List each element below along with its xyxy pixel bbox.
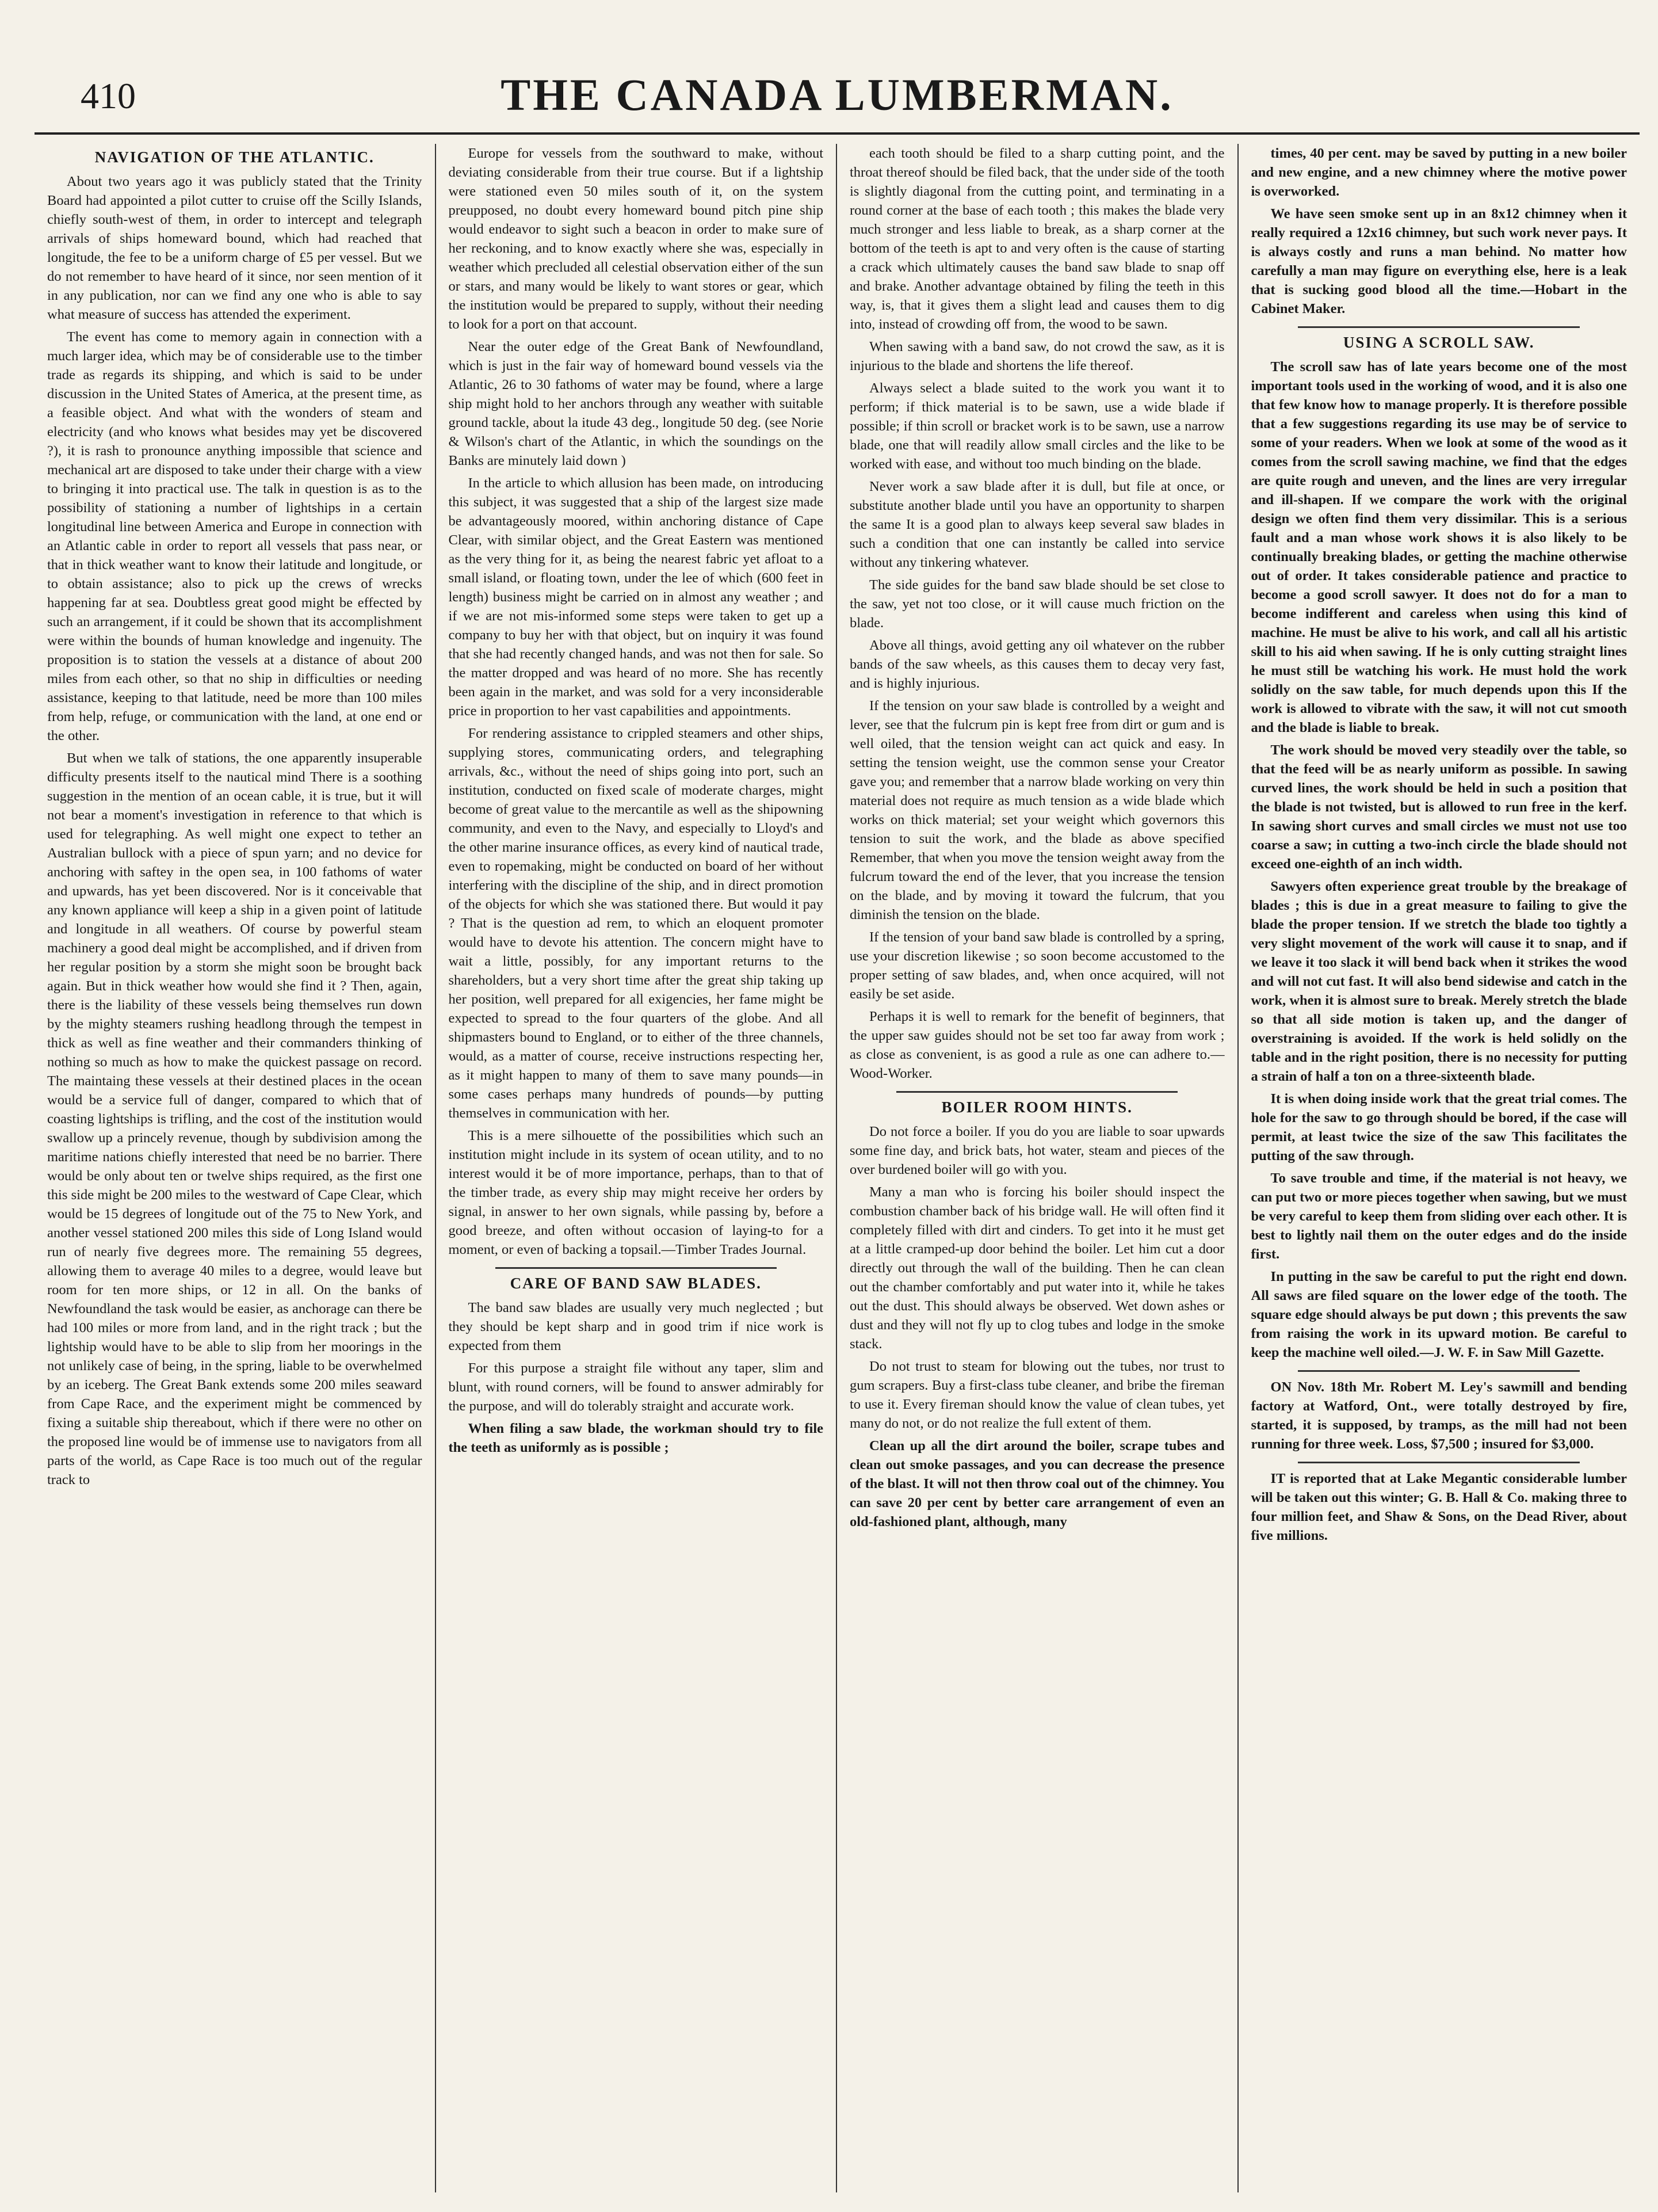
paragraph: We have seen smoke sent up in an 8x12 chimney when it really required a 12x16 chimney, but such work never pays. It is always costly and runs a man behind. No matter how carefully a man may figure on everything else, here is a leak that is sucking good blood all the time.—Hobart in the Cabinet Maker. (1251, 206, 1627, 316)
paragraph: Perhaps it is well to remark for the benefit of beginners, that the upper saw guides should not be set too far away from work ; as close as convenient, is as good a rule as one can adhere to.—Wood-Worker. (850, 1009, 1225, 1081)
article-heading: NAVIGATION OF THE ATLANTIC. (94, 148, 375, 166)
section-divider (1298, 326, 1580, 328)
news-notice: IT is reported that at Lake Megantic considerable lumber will be taken out this winter; G. B. Hall & Co. making three to four million feet, and Shaw & Sons, on the Dead River, about five millions. (1251, 1471, 1627, 1543)
paragraph: This is a mere silhouette of the possibilities which such an institution might include in its system of ocean utility, and to no interest would it be of more importance, perhaps, than to that of the timber trade, as every ship may might receive her orders by signal, in answer to her own signals, while passing by, before a good breeze, and often without occasion of laying-to for a moment, or even of backing a topsail.—Timber Trades Journal. (448, 1128, 823, 1257)
paragraph: When filing a saw blade, the workman should try to file the teeth as uniformly as is possible ; (448, 1421, 823, 1455)
paragraph: About two years ago it was publicly stated that the Trinity Board had appointed a pilot cutter to cruise off the Scilly Islands, chiefly south-west of them, in order to intercept and telegraph arrivals of ships homeward bound, which had reached that longitude, the fee to be a uniform charge of £5 per vessel. But we do not remember to have heard of it since, nor seen mention of it in any publication, nor can we find any one who is able to say what measure of success has attended the experiment. (47, 174, 422, 322)
column-3 (837, 144, 1239, 2192)
paragraph: times, 40 per cent. may be saved by putting in a new boiler and new engine, and a new chimney where the motive power is overworked. (1251, 146, 1627, 199)
article-heading: CARE OF BAND SAW BLADES. (510, 1275, 762, 1292)
paragraph: But when we talk of stations, the one apparently insuperable difficulty presents itself to the nautical mind There is a soothing suggestion in the mention of an ocean cable, it is true, but it will not bear a moment's investigation in reference to that which is used for telegraphing. As well might one expect to tether an Australian bullock with a piece of spun yarn; and no device for anchoring with saftey in the open sea, in 100 fathoms of water and upwards, has yet been discovered. Nor is it conceivable that any known appliance will keep a ship in a given point of latitude and longitude in all weathers. Of course by powerful steam machinery a good deal might be accomplished, and if driven from her regular position by a storm she might soon be brought back again. But in thick weather how would she find it ? Then, again, there is the liability of these vessels being themselves run down by the mighty steamers rushing headlong through the tempest in thick as well as fine weather and their commanders thinking of nothing so much as how to make the quickest passage on record. The maintaing these vessels at their destined places in the ocean would be a service full of danger, compared to which that of coasting lightships is trifling, and the cost of the institution would swallow up a princely revenue, though by subdivision among the maritime nations chiefly interested that need be no barrier. There would be only about ten or twelve ships required, as the first one this side might be 200 miles to the westward of Cape Clear, which would be 15 degrees of longitude out of the 75 to New York, and another vessel stationed 200 miles this side of Long Island would run of nearly five degrees more. The remaining 55 degrees, allowing them to average 40 miles to a degree, would leave but room for ten more ships, or 12 in all. On the banks of Newfoundland the task would be easier, as anchorage can there be had 100 miles or more from land, and in the right track ; but the lightship would have to be able to slip from her moorings in the not unlikely case of being, in the spring, liable to be overwhelmed by an iceberg. The Great Bank extends some 200 miles seaward from Cape Race, and the experiment might be commenced by fixing a suitable ship thereabout, which if there were no other on the proposed line would be of immense use to navigators from all parts of the world, as Cape Race is too much out of the regular track to (47, 750, 422, 1488)
paragraph: In putting in the saw be careful to put the right end down. All saws are filed square on the lower edge of the tooth. The square edge should always be put down ; this prevents the saw from raising the work in its upward motion. Be careful to keep the machine well oiled.—J. W. F. in Saw Mill Gazette. (1251, 1269, 1627, 1360)
paragraph: To save trouble and time, if the material is not heavy, we can put two or more pieces together when sawing, but we must be very careful to keep them from sliding over each other. It is best to lightly nail them on the outer edges and do the inside first. (1251, 1170, 1627, 1262)
paragraph: If the tension on your saw blade is controlled by a weight and lever, see that the fulcrum pin is kept free from dirt or gum and is well oiled, that the tension weight can act quick and easy. In setting the tension weight, use the common sense your Creator gave you; and remember that a narrow blade working on very thin material does not require as much tension as a wide blade which works on thick material; set your weight which governors this tension to suit the work, and the blade as above specified Remember, that when you move the tension weight away from the fulcrum toward the end of the lever, that you increase the tension on the blade, and by moving it toward the fulcrum, that you diminish the tension on the blade. (850, 698, 1225, 922)
page-number: 410 (81, 75, 136, 116)
article-heading: BOILER ROOM HINTS. (941, 1099, 1133, 1116)
paragraph: The side guides for the band saw blade should be set close to the saw, yet not too close, or it will cause much friction on the blade. (850, 577, 1225, 631)
paragraph: Do not force a boiler. If you do you are liable to soar upwards some fine day, and brick bats, hot water, steam and pieces of the over burdened boiler will go with you. (850, 1124, 1225, 1177)
column-4 (1239, 144, 1640, 2192)
columns (35, 144, 1640, 2192)
paragraph: Many a man who is forcing his boiler should inspect the combustion chamber back of his bridge wall. He will often find it completely filled with dirt and cinders. To get into it he must get at a little cramped-up door behind the boiler. Let him cut a door directly out through the wall of the building. Then he can clean out the chamber comfortably and put water into it, while he takes out the dust. This should always be observed. Wet down ashes or dust and they will not fly up to clog tubes and lodge in the smoke stack. (850, 1184, 1225, 1352)
paragraph: For this purpose a straight file without any taper, slim and blunt, with round corners, will be found to answer admirably for the purpose, and will do tolerably straight and accurate work. (448, 1360, 823, 1414)
masthead-title: THE CANADA LUMBERMAN. (501, 70, 1174, 120)
paragraph: The event has come to memory again in connection with a much larger idea, which may be of considerable use to the timber trade as regards its shipping, and which is said to be under discussion in the United States of America, at the present time, as a feasible object. And what with the wonders of steam and electricity (and who knows what besides may yet be discovered ?), it is rash to pronounce anything impossible that science and mechanical art are disposed to take under their charge with a view to bringing it into practical use. The talk in question is as to the possibility of stationing a number of lightships in a certain longitudinal line between America and Europe in connection with an Atlantic cable in order to report all vessels that pass near, or that in thick weather want to know their latitude and longitude, or to obtain assistance; also to pick up the crews of wrecks happening far at sea. Doubtless great good might be effected by such an arrangement, if it could be shown that its accomplishment were within the bounds of human knowledge and ingenuity. The proposition is to station the vessels at a distance of about 200 miles from each other, so that no ship in difficulties or needing assistance, keeping to that latitude, need be more than 100 miles from help, refuge, or communication with the land, at one end or the other. (47, 329, 422, 743)
paragraph: The work should be moved very steadily over the table, so that the feed will be as nearly uniform as possible. In sawing curved lines, the work should be held in such a position that the blade is not twisted, but is allowed to run free in the kerf. In sawing short curves and small circles we must not use too coarse a saw; in cutting a two-inch circle the blade should not exceed one-eighth of an inch width. (1251, 742, 1627, 872)
section-divider (896, 1091, 1178, 1093)
column-1 (35, 144, 436, 2192)
paragraph: In the article to which allusion has been made, on introducing this subject, it was suggested that a ship of the largest size made be advantageously moored, within anchoring distance of Cape Clear, with similar object, and the Great Eastern was mentioned as the very thing for it, as being the nearest fabric yet afloat to a small island, or floating town, under the lee of which (600 feet in length) business might be carried on in almost any weather ; and if we are not mis-informed some steps were taken to get up a company to buy her with that object, but on inquiry it was found that she had recently changed hands, and was not then for sale. So the matter dropped and was heard of no more. She has recently been again in the market, and was sold for a very inconsiderable price in proportion to her vast capabilities and appointments. (448, 475, 823, 719)
paragraph: each tooth should be filed to a sharp cutting point, and the throat thereof should be filed back, that the under side of the tooth is slightly diagonal from the cutting point, and terminating in a round corner at the base of each tooth ; this makes the blade very much stronger and less liable to break, as a sharp corner at the bottom of the teeth is apt to and very often is the cause of starting a crack which ultimately causes the band saw blade to snap off and brake. Another advantage obtained by filing the teeth in this way, is, that it gives them a slight lead and causes them to dig into, instead of crowding off from, the wood to be sawn. (850, 146, 1225, 332)
news-notice: ON Nov. 18th Mr. Robert M. Ley's sawmill and bending factory at Watford, Ont., were totally destroyed by fire, started, it is supposed, by tramps, as the mill had not been running for three week. Loss, $7,500 ; insured for $3,000. (1251, 1379, 1627, 1452)
section-divider (495, 1267, 777, 1269)
article-heading: USING A SCROLL SAW. (1343, 334, 1535, 351)
paragraph: It is when doing inside work that the great trial comes. The hole for the saw to go through should be bored, if the case will permit, at least twice the size of the saw This facilitates the putting of the saw through. (1251, 1091, 1627, 1164)
paragraph: For rendering assistance to crippled steamers and other ships, supplying stores, communicating orders, and telegraphing arrivals, &c., without the need of ships going into port, such an institution, conducted on fixed scale of moderate charges, might become of great value to the mercantile as well as the shipowning community, and even to the Navy, and especially to Lloyd's and the other marine insurance offices, as every kind of nautical trade, even to ropemaking, might be conducted on board of her without interfering with the discipline of the ship, and in direct promotion of the objects for which she was stationed there. But would it pay ? That is the question ad rem, to which an eloquent promoter would have to devote his attention. The concern might have to wait a little, possibly, for any important returns to the shareholders, but a very short time after the great ship taking up her position, well prepared for all exigencies, her fame might be expected to spread to the four quarters of the globe. And all shipmasters bound to England, or to either of the three channels, would, as a matter of course, receive instructions respecting her, as it might happen to many of them to save many pounds—in some cases perhaps many hundreds of pounds—by putting themselves in communication with her. (448, 726, 823, 1121)
paragraph: Europe for vessels from the southward to make, without deviating considerable from their true course. But if a lightship were stationed even 50 miles south of it, on the system preupposed, no doubt every homeward bound pitch pine ship would endeavor to sight such a beacon in order to make sure of her reckoning, and to know exactly where she was, especially in weather which precluded all celestial observation either of the sun or stars, and many would be likely to want stores or gear, which the institution would be prepared to supply, without their needing to look for a port on that account. (448, 146, 823, 332)
paragraph: Near the outer edge of the Great Bank of Newfoundland, which is just in the fair way of homeward bound vessels via the Atlantic, 26 to 30 fathoms of water may be found, where a large ship might hold to her anchors through any weather with suitable ground tackle, about la itude 43 deg., longitude 50 deg. (see Norie & Wilson's chart of the Atlantic, in which the soundings on the Banks are minutely laid down ) (448, 339, 823, 468)
paragraph: The band saw blades are usually very much neglected ; but they should be kept sharp and in good trim if nice work is expected from them (448, 1300, 823, 1353)
section-divider (1298, 1370, 1580, 1372)
paragraph: The scroll saw has of late years become one of the most important tools used in the working of wood, and it is also one that few know how to manage properly. It is therefore possible that a few suggestions regarding its use may be of service to some of your readers. When we look at some of the wood as it comes from the scroll sawing machine, we find that the edges are quite rough and uneven, and the lines are very irregular and ill-shapen. If we compare the work with the original design we often find them very dissimilar. This is a serious fault and a man whose work shows it is also likely to be continually breaking blades, or getting the machine otherwise out of order. It takes considerable patience and practice to become a good scroll sawyer. It does not do for a man to become indifferent and careless when using this kind of machine. He must be alive to his work, and call all his artistic skill to his aid when sawing. If he is only cutting straight lines he must still be watching his work. He must hold the work solidly on the saw table, for much depends upon this If the work is allowed to vibrate with the saw, it will not cut smooth and the blade is liable to break. (1251, 359, 1627, 735)
paragraph: Sawyers often experience great trouble by the breakage of blades ; this is due in a great measure to failing to give the blade the proper tension. If we stretch the blade too tightly a very slight movement of the work will cause it to snap, and if we leave it too slack it will bend back when it strikes the wood and will not cut fast. It will also bend sidewise and catch in the work, when it is almost sure to break. Merely stretch the blade so that all side motion is taken up, and the danger of overstraining is avoided. If the work is held solidly on the table and in the right position, there is no necessity for putting a strain of half a ton on a three-sixteenth blade. (1251, 879, 1627, 1084)
paragraph: Do not trust to steam for blowing out the tubes, nor trust to gum scrapers. Buy a first-class tube cleaner, and bribe the fireman to use it. Every fireman should know the value of clean tubes, yet many do not, or do not realize the full extent of them. (850, 1359, 1225, 1431)
paragraph: Above all things, avoid getting any oil whatever on the rubber bands of the saw wheels, as this causes them to decay very fast, and is highly injurious. (850, 638, 1225, 691)
page-header (35, 63, 1640, 135)
newspaper-page (35, 63, 1640, 2192)
paragraph: Clean up all the dirt around the boiler, scrape tubes and clean out smoke passages, and you can decrease the presence of the blast. It will not then throw coal out of the chimney. You can save 20 per cent by better care arrangement of even an old-fashioned plant, although, many (850, 1438, 1225, 1530)
paragraph: When sawing with a band saw, do not crowd the saw, as it is injurious to the blade and shortens the life thereof. (850, 339, 1225, 373)
paragraph: If the tension of your band saw blade is controlled by a spring, use your discretion likewise ; so soon become accustomed to the proper setting of saw blades, and, when once acquired, will not easily be set aside. (850, 929, 1225, 1002)
section-divider (1298, 1462, 1580, 1463)
column-2 (436, 144, 838, 2192)
paragraph: Never work a saw blade after it is dull, but file at once, or substitute another blade until you have an opportunity to sharpen the same It is a good plan to always keep several saw blades in such a condition that one can instantly be called into service without any tinkering whatever. (850, 479, 1225, 570)
paragraph: Always select a blade suited to the work you want it to perform; if thick material is to be sawn, use a wide blade if possible; if thin scroll or bracket work is to be sawn, use a narrow blade, one that will readily allow small circles and the like to be worked with ease, and without too much binding on the blade. (850, 380, 1225, 472)
